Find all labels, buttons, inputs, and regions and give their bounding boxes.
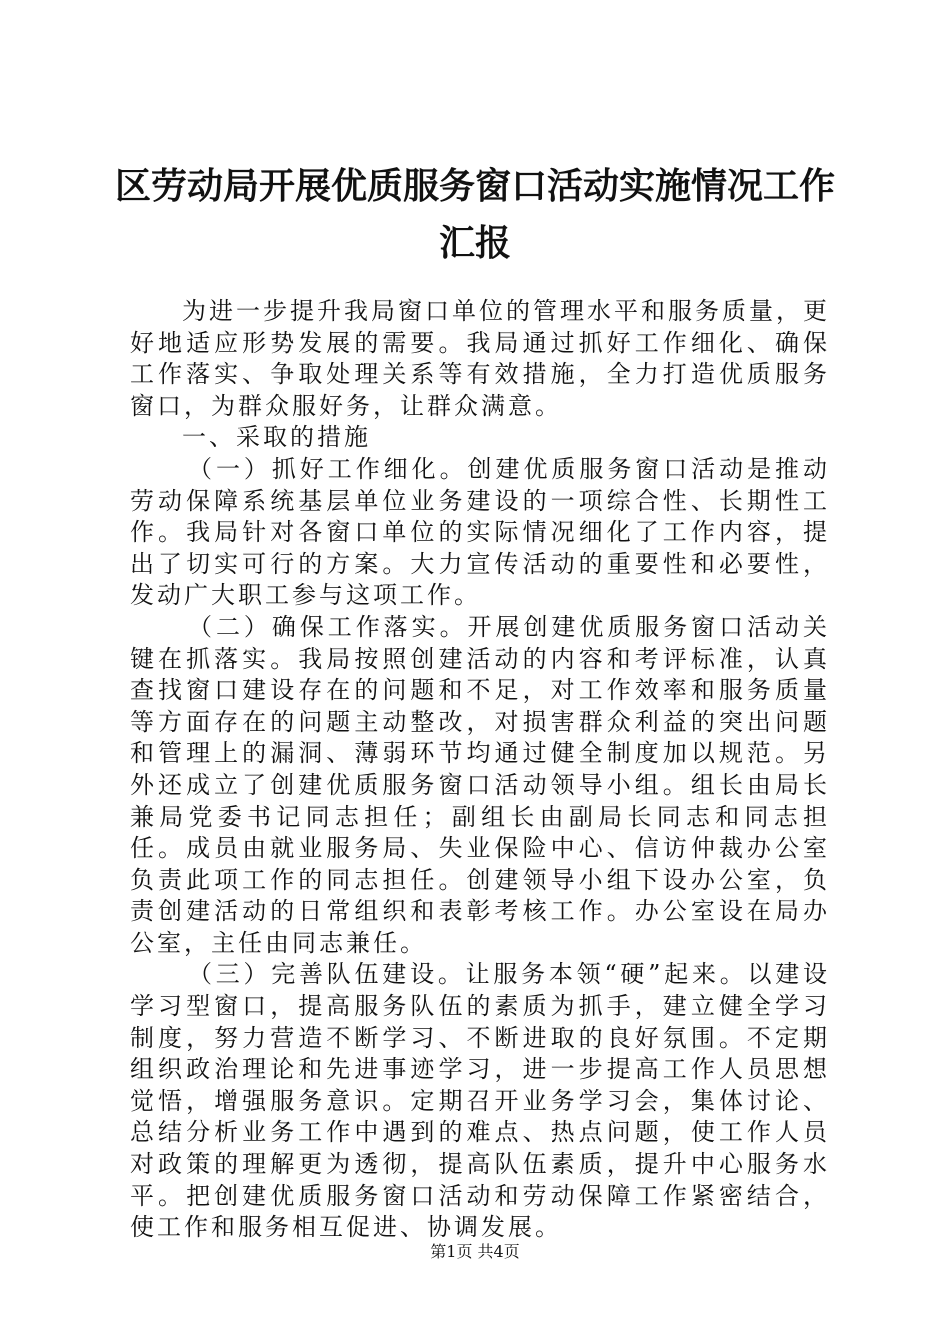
title-line-2: 汇报 [438, 223, 511, 264]
measure-paragraph-3: （三）完善队伍建设。让服务本领“硬”起来。以建设学习型窗口，提高服务队伍的素质为抓手，建立健全学习制度，努力营造不断学习、不断进取的良好氛围。不定期组织政治理论和先进事迹学习，进一步提高工作人员思想觉悟，增强服务意识。定期召开业务学习会，集体讨论、总结分析业务工作中遇到的难点、热点问题，使工作人员对政策的理解更为透彻，提高队伍素质，提升中心服务水平。把创建优质服务窗口活动和劳动保障工作紧密结合，使工作和服务相互促进、协调发展。 [130, 960, 830, 1242]
intro-paragraph: 为进一步提升我局窗口单位的管理水平和服务质量，更好地适应形势发展的需要。我局通过抓好工作细化、确保工作落实、争取处理关系等有效措施，全力打造优质服务窗口，为群众服好务，让群众满意。 [130, 297, 830, 420]
page-footer: 第1页 共4页 [430, 1242, 520, 1261]
measure-paragraph-1: （一）抓好工作细化。创建优质服务窗口活动是推动劳动保障系统基层单位业务建设的一项综合性、长期性工作。我局针对各窗口单位的实际情况细化了工作内容，提出了切实可行的方案。大力宣传活动的重要性和必要性，发动广大职工参与这项工作。 [130, 454, 830, 610]
document-body [130, 296, 830, 1244]
title-line-1: 区劳动局开展优质服务窗口活动实施情况工作 [114, 166, 835, 207]
document-title [100, 158, 850, 272]
section-heading: 一、采取的措施 [182, 423, 371, 452]
measure-paragraph-2: （二）确保工作落实。开展创建优质服务窗口活动关键在抓落实。我局按照创建活动的内容和考评标准，认真查找窗口建设存在的问题和不足，对工作效率和服务质量等方面存在的问题主动整改，对损害群众利益的突出问题和管理上的漏洞、薄弱环节均通过健全制度加以规范。另外还成立了创建优质服务窗口活动领导小组。组长由局长兼局党委书记同志担任；副组长由副局长同志和同志担任。成员由就业服务局、失业保险中心、信访仲裁办公室负责此项工作的同志担任。创建领导小组下设办公室，负责创建活动的日常组织和表彰考核工作。办公室设在局办公室，主任由同志兼任。 [130, 612, 830, 957]
